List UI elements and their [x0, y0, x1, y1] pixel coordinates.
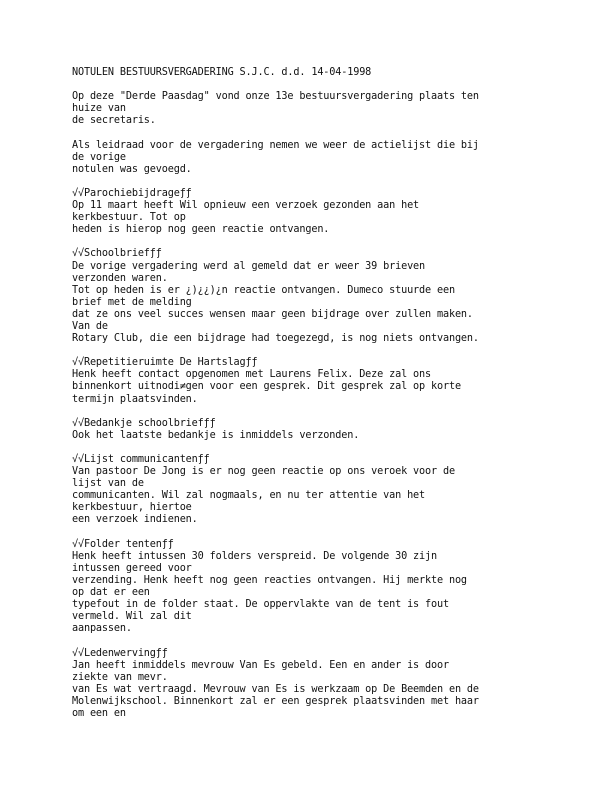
section-heading: √√Ledenwervingƒƒ — [72, 647, 168, 659]
text-line: binnenkort uitnodi≠gen voor een gesprek. Dit gesprek zal op korte — [72, 381, 461, 393]
text-line: De vorige vergadering werd al gemeld dat er weer 39 brieven — [72, 260, 426, 272]
text-line: aanpassen. — [72, 623, 132, 635]
paragraph — [72, 454, 592, 527]
text-line: de secretaris. — [72, 115, 156, 127]
section-heading: √√Parochiebijdrageƒƒ — [72, 187, 192, 199]
text-line: Molenwijkschool. Binnenkort zal er een gesprek plaatsvinden met haar — [72, 695, 479, 707]
paragraph — [72, 91, 592, 127]
text-line: intussen gereed voor — [72, 562, 192, 574]
text-line: huize van — [72, 103, 126, 115]
text-line: brief met de melding — [72, 296, 192, 308]
blank-line — [72, 635, 592, 647]
text-line: heden is hierop nog geen reactie ontvangen. — [72, 224, 330, 236]
text-line: Jan heeft inmiddels mevrouw Van Es gebeld. Een en ander is door — [72, 659, 449, 671]
paragraph — [72, 418, 592, 442]
document-body — [72, 91, 592, 720]
paragraph — [72, 140, 592, 176]
blank-line — [72, 345, 592, 357]
text-line: verzending. Henk heeft nog geen reacties ontvangen. Hij merkte nog — [72, 574, 467, 586]
text-line: Henk heeft contact opgenomen met Laurens Felix. Deze zal ons — [72, 369, 432, 381]
blank-line — [72, 406, 592, 418]
text-line: verzonden waren. — [72, 272, 168, 284]
text-line: van Es wat vertraagd. Mevrouw van Es is werkzaam op De Beemden en de — [72, 683, 479, 695]
paragraph — [72, 357, 592, 405]
text-line: Rotary Club, die een bijdrage had toegezegd, is nog niets ontvangen. — [72, 333, 479, 345]
document-page — [72, 67, 592, 720]
text-line: een verzoek indienen. — [72, 514, 198, 526]
text-line: Van de — [72, 320, 108, 332]
text-line: lijst van de — [72, 478, 144, 490]
text-line: Van pastoor De Jong is er nog geen reactie op ons veroek voor de — [72, 466, 455, 478]
text-line: termijn plaatsvinden. — [72, 393, 198, 405]
text-line: Ook het laatste bedankje is inmiddels verzonden. — [72, 429, 360, 441]
text-line: op dat er een — [72, 587, 150, 599]
paragraph — [72, 648, 592, 721]
text-line: communicanten. Wil zal nogmaals, en nu ter attentie van het — [72, 490, 426, 502]
paragraph — [72, 248, 592, 345]
section-heading: √√Schoolbriefƒƒ — [72, 248, 162, 260]
blank-line — [72, 442, 592, 454]
text-line: ziekte van mevr. — [72, 671, 168, 683]
text-line: Op deze "Derde Paasdag" vond onze 13e bestuursvergadering plaats ten — [72, 91, 479, 103]
document-title: NOTULEN BESTUURSVERGADERING S.J.C. d.d. 14-04-1998 — [72, 67, 372, 78]
section-heading: √√Folder tentenƒƒ — [72, 538, 174, 550]
text-line: de vorige — [72, 151, 126, 163]
text-line: Op 11 maart heeft Wil opnieuw een verzoek gezonden aan het — [72, 200, 420, 212]
section-heading: √√Lijst communicantenƒƒ — [72, 454, 210, 465]
text-line: Henk heeft intussen 30 folders verspreid. De volgende 30 zijn — [72, 550, 437, 562]
blank-line — [72, 79, 592, 91]
text-line: typefout in de folder staat. De oppervlakte van de tent is fout — [72, 599, 449, 611]
blank-line — [72, 176, 592, 188]
text-line: kerkbestuur, hiertoe — [72, 502, 192, 514]
text-line: Tot op heden is er ¿)¿¿)¿n reactie ontvangen. Dumeco stuurde een — [72, 284, 455, 296]
blank-line — [72, 527, 592, 539]
section-heading: √√Repetitieruimte De Hartslagƒƒ — [72, 357, 258, 369]
text-line: notulen was gevoegd. — [72, 163, 192, 175]
blank-line — [72, 236, 592, 248]
paragraph — [72, 539, 592, 636]
text-line: vermeld. Wil zal dit — [72, 611, 192, 623]
section-heading: √√Bedankje schoolbriefƒƒ — [72, 417, 216, 429]
paragraph — [72, 188, 592, 236]
blank-line — [72, 127, 592, 139]
text-line: om een en — [72, 707, 126, 719]
text-line: dat ze ons veel succes wensen maar geen bijdrage over zullen maken. — [72, 308, 473, 320]
text-line: kerkbestuur. Tot op — [72, 212, 186, 224]
text-line: Als leidraad voor de vergadering nemen we weer de actielijst die bij — [72, 139, 479, 151]
